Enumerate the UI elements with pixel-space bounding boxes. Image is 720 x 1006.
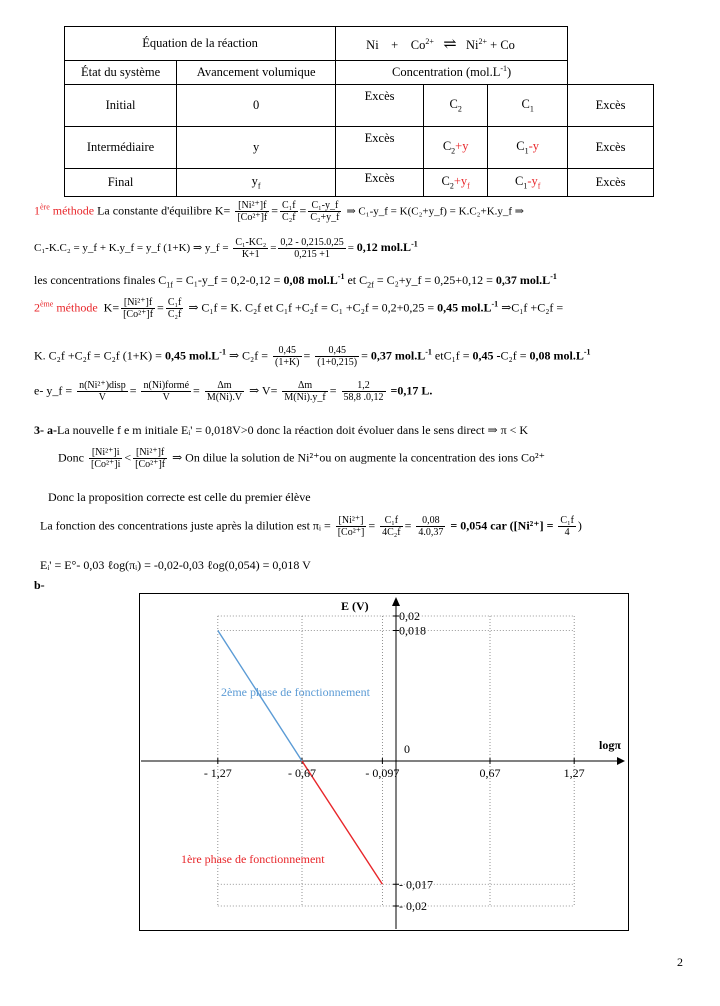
method2-line1: 2ème méthode K= $\frac{\text{[Ni²⁺]f}}{\text{[Co²⁺]f}}$ = $\frac{\text{C₁f}}{\text{C₂f}}$ ⇒ C₁f = K. C₂f et C₁f +C₂f = C₁ +C₂f = 0,2+0,25 = 0,45 $mol.L^{-1}$ ⇒C₁f +C₂f = xyxy=(34,297,564,320)
x-tick-label: 1,27 xyxy=(563,766,585,780)
e-vs-logpi-chart xyxy=(139,593,629,931)
x-tick-label: 0,67 xyxy=(479,766,501,780)
y-tick-label: 0,02 xyxy=(399,609,420,623)
advancement-header: Avancement volumique xyxy=(177,61,336,85)
part3-line4: La fonction des concentrations juste après la dilution est πᵢ = $\frac{\text{[Ni²⁺]}}{\text{[Co²⁺]}}$ = $\frac{\text{C₁f}}{\text{4C₂f}}$ = $\frac{0,08}{4.0,37}$ = 0,054 car ([Ni²⁺] = $\frac{\text{C₁f}}{4}$ ) xyxy=(40,515,582,538)
part3-line2: Donc $\frac{\text{[Ni²⁺]i}}{\text{[Co²⁺]i}}$ < $\frac{\text{[Ni²⁺]f}}{\text{[Co²⁺]f}}$ ⇒ On dilue la solution de Ni²⁺ou on augmente la concentration des ions Co²⁺ xyxy=(58,447,545,470)
y-tick-label: - 0,017 xyxy=(399,877,433,892)
x-tick-label: - 0,097 xyxy=(365,766,400,780)
table-row: Initial 0 Excès $C_2$ $C_1$ Excès xyxy=(65,85,654,127)
method1-line2: C₁-K.C₂ = y_f + K.y_f = y_f (1+K) ⇒ y_f = $\frac{\text{C₁-KC₂}}{K+1}$ = $\frac{0,2 - 0,215.0,25}{0,215 +1}$ = 0,12 $mol.L^{-1}$ xyxy=(34,237,418,260)
y-axis-label: E (V) xyxy=(341,599,369,613)
part3-line3: Donc la proposition correcte est celle du premier élève xyxy=(48,490,311,504)
x-tick-label: - 1,27 xyxy=(203,766,232,780)
table-row: Final $y_f$ Excès $C_2+y_f$ $C_1-y_f$ Excès xyxy=(65,169,654,197)
part-e-line: e- y_f = $\frac{\text{n(Ni²⁺)disp}}{V}$ = $\frac{\text{n(Ni)formé}}{V}$ = $\frac{\Delta m}{M(Ni).V}$ ⇒ V= $\frac{\Delta m}{M(Ni).y\_f}$ = $\frac{1,2}{58,8 .0,12}$ =0,17 L. xyxy=(34,380,433,403)
part3-line1: 3- a-La nouvelle f e m initiale Eᵢ' = 0,018V>0 donc la réaction doit évoluer dans le sens direct ⇒ π < K xyxy=(34,423,529,437)
annotation-phase2: 2ème phase de fonctionnement xyxy=(221,685,370,699)
chart-frame xyxy=(140,594,629,931)
part3-line5: Eᵢ' = E°- 0,03 ℓog(πᵢ) = -0,02-0,03 ℓog(0,054) = 0,018 V xyxy=(40,558,311,572)
state-header: État du système xyxy=(65,61,177,85)
x-tick-label: - 0,67 xyxy=(288,766,316,780)
method1-line3: les concentrations finales $C_{1f}$ = C₁-y_f = 0,2-0,12 = 0,08 $mol.L^{-1}$ et $C_{2f}$ = C₂+y_f = 0,25+0,12 = 0,37 $mol.L^{-1}$ xyxy=(34,272,557,290)
part3-b-label: b- xyxy=(34,578,45,592)
annotation-phase1: 1ère phase de fonctionnement xyxy=(181,852,325,866)
page-number: 2 xyxy=(677,955,683,969)
table-row: Intermédiaire y Excès $C_2+y$ $C_1-y$ Excès xyxy=(65,127,654,169)
equation-label: Équation de la réaction xyxy=(65,27,336,61)
equilibrium-arrow-icon: ⇌ xyxy=(443,35,457,53)
method2-line2: K. C₂f +C₂f = C₂f (1+K) = 0,45 $mol.L^{-1}$ ⇒ C₂f = $\frac{0,45}{(1+K)}$ = $\frac{0,45}{(1+0,215)}$ = 0,37 $mol.L^{-1}$ etC₁f = 0,45 -C₂f = 0,08 $mol.L^{-1}$ xyxy=(34,345,591,368)
equation-cell: Ni + $Co^{2+}$ ⇌ $Ni^{2+} + Co$ xyxy=(336,27,568,61)
reaction-table xyxy=(64,26,654,197)
y-tick-label: - 0,02 xyxy=(399,899,427,913)
x-axis-label: logπ xyxy=(599,738,621,752)
origin-label: 0 xyxy=(404,742,410,756)
y-tick-label: 0,018 xyxy=(399,623,426,638)
method1-line1: 1ère méthode La constante d'équilibre K= $\frac{\text{[Ni²⁺]f}}{\text{[Co²⁺]f}}$ = $\frac{\text{C₁f}}{\text{C₂f}}$ = $\frac{\text{C₁-y\_f}}{\text{C₂+y\_f}}$ ⇒ C₁-y_f = K(C₂+y_f) = K.C₂+K.y_f ⇒ xyxy=(34,200,525,223)
concentration-header: Concentration $(mol.L^{-1})$ xyxy=(336,61,568,85)
